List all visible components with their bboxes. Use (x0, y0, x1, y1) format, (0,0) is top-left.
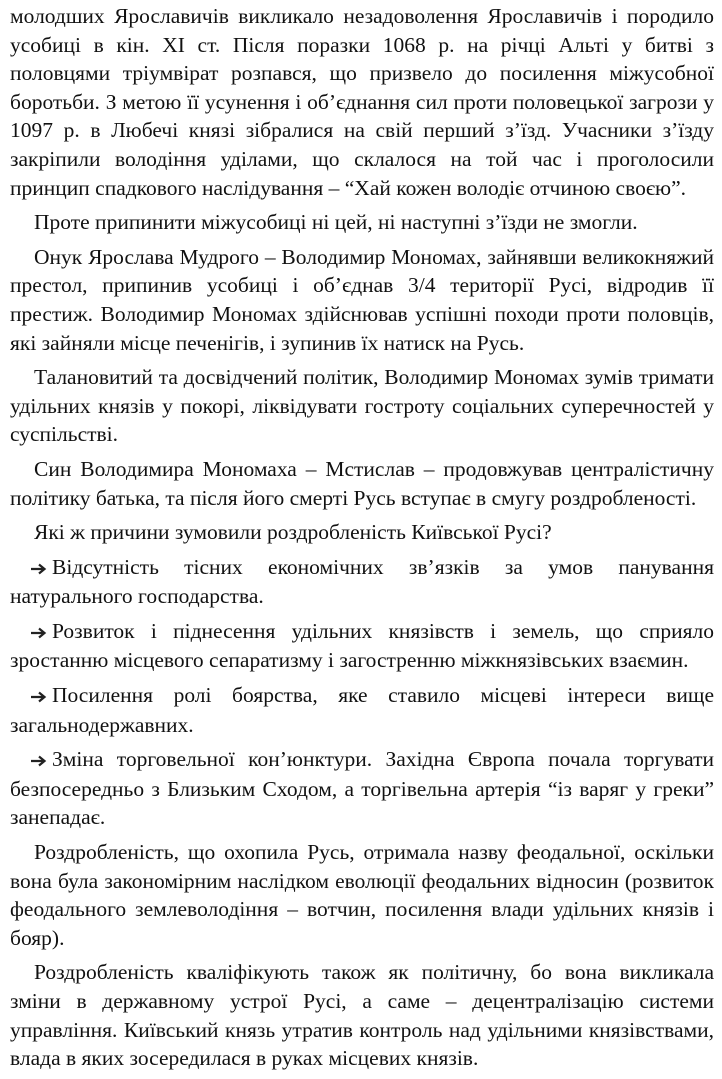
paragraph-continuation: молодших Ярославичів викликало незадоволення Ярославичів і породило усобиці в кін. XI ст. Після поразки 1068 р. на річці Альті у битві з половцями тріумвірат розпався, що призвело до посилення міжусобної боротьби. З метою її усунення і об’єднання сил проти половецької загрози у 1097 р. в Любечі князі зібралися на свій перший з’їзд. Учасники з’їзду закріпили володіння уділами, що склалося на той час і проголосили принцип спадкового наслідування – “Хай кожен володіє отчиною своєю”. (10, 4, 714, 200)
paragraph-political: Роздробленість кваліфікують також як політичну, бо вона викликала зміни в державному устрої Русі, а саме – децентралізацію системи управління. Київський князь утратив контроль над удільними князівствами, влада в яких зосередилася в руках місцевих князів. (10, 960, 714, 1071)
list-item-principalities: Розвиток і піднесення удільних князівств і земель, що сприяло зростанню місцевого сепаратизму і загостренню міжкнязівських взаємин. (10, 618, 714, 673)
list-item-boyars: Посилення ролі боярства, яке ставило місцеві інтереси вище загальнодержавних. (10, 683, 714, 737)
arrow-bullet-icon (30, 746, 52, 775)
list-item-trade: Зміна торговельної кон’юнктури. Західна Європа почала торгувати безпосередньо з Близьким Сходом, а торгівельна артерія “із варяг у греки” занепадає. (10, 747, 714, 830)
arrow-bullet-icon (30, 618, 52, 647)
arrow-bullet-icon (30, 554, 52, 583)
paragraph-mstyslav: Син Володимира Мономаха – Мстислав – продовжував централістичну політику батька, та після його смерті Русь вступає в смугу роздробленості. (10, 456, 714, 510)
paragraph-feudal: Роздробленість, що охопила Русь, отримала назву феодальної, оскільки вона була закономірним наслідком еволюції феодальних відносин (розвиток феодального землеволодіння – вотчин, посилення влади удільних князів і бояр). (10, 840, 714, 950)
document-page (10, 2, 714, 1079)
paragraph-question: Які ж причини зумовили роздробленість Київської Русі? (34, 520, 552, 545)
paragraph-monomakh: Онук Ярослава Мудрого – Володимир Мономах, зайнявши великокняжий престол, припинив усобиці і об’єднав 3/4 території Русі, відродив її престиж. Володимир Мономах здійснював успішні походи проти половців, які зайняли місце печенігів, і зупинив їх натиск на Русь. (10, 244, 714, 355)
list-item-economic: Відсутність тісних економічних зв’язків за умов панування натурального господарства. (10, 554, 714, 609)
arrow-bullet-icon (30, 682, 52, 711)
paragraph-politician: Талановитий та досвідчений політик, Володимир Мономах зумів тримати удільних князів у покорі, ліквідувати гостроту соціальних суперечностей у суспільстві. (10, 365, 714, 447)
paragraph-congresses: Проте припинити міжусобиці ні цей, ні наступні з’їзди не змогли. (34, 210, 638, 235)
